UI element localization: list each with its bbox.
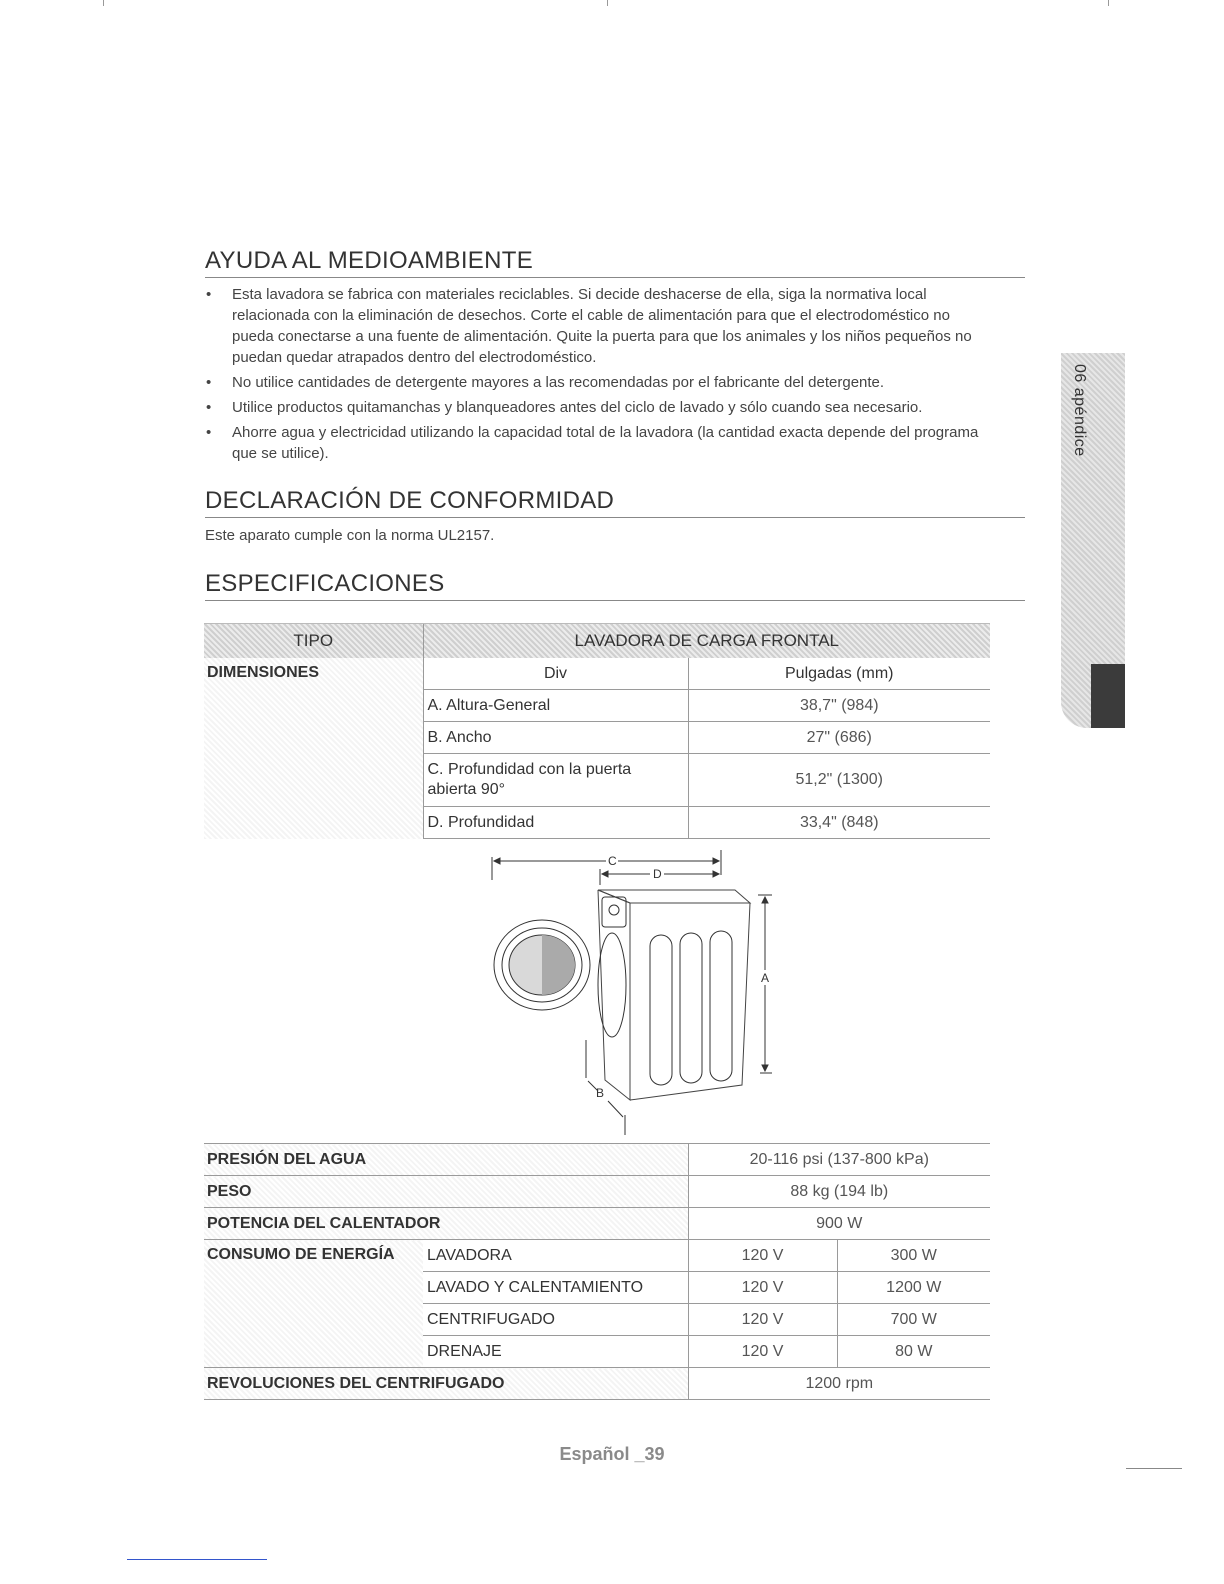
side-rib <box>680 933 702 1083</box>
dimension-value: 27" (686) <box>688 722 990 754</box>
energy-watt: 1200 W <box>837 1272 990 1304</box>
dimensions-col-units: Pulgadas (mm) <box>688 658 990 690</box>
water-pressure-label: PRESIÓN DEL AGUA <box>204 1144 688 1176</box>
dimension-value: 33,4" (848) <box>688 807 990 839</box>
energy-volt: 120 V <box>688 1336 837 1368</box>
specs-title: ESPECIFICACIONES <box>205 570 1025 601</box>
energy-watt: 700 W <box>837 1304 990 1336</box>
table-row <box>204 1144 990 1176</box>
washer-drum-opening <box>598 933 626 1037</box>
crop-mark <box>103 0 104 6</box>
door-glass-shade <box>542 935 575 995</box>
energy-mode: CENTRIFUGADO <box>423 1304 688 1336</box>
washer-front-panel <box>598 890 630 1100</box>
crop-mark <box>607 0 608 6</box>
decl-text: Este aparato cumple con la norma UL2157. <box>205 527 495 544</box>
dim-c-arrow-right <box>713 858 719 864</box>
heater-value: 900 W <box>688 1208 990 1240</box>
dimension-name-text: C. Profundidad con la puerta abierta 90° <box>427 761 632 798</box>
dimension-value: 51,2" (1300) <box>688 754 990 807</box>
washer-control-dial <box>609 905 619 915</box>
table-row <box>204 1176 990 1208</box>
dimension-name: D. Profundidad <box>423 807 688 839</box>
specs-header-row <box>204 624 990 659</box>
dim-c-arrow-left <box>494 858 500 864</box>
page-footer: Español _39 <box>559 1444 665 1464</box>
dimensions-col-div: Div <box>423 658 688 690</box>
env-bullet: • Esta lavadora se fabrica con materiales reciclables. Si decide deshacerse de ella, siga la normativa local relacionada con la eliminación de desechos. Corte el cable de alimentación para que el electrodoméstico no pueda conectarse a una fuente de alimentación. Quite la puerta para que los animales y los niños pequeños no puedan quedar atrapados dentro del electrodoméstico. <box>205 284 992 368</box>
energy-mode: LAVADORA <box>423 1240 688 1272</box>
dim-a-arrow-top <box>762 897 768 903</box>
energy-volt: 120 V <box>688 1272 837 1304</box>
energy-watt: 300 W <box>837 1240 990 1272</box>
chapter-side-label: 06 apéndice <box>1071 364 1088 457</box>
side-rib <box>650 935 672 1085</box>
energy-mode: LAVADO Y CALENTAMIENTO <box>423 1272 688 1304</box>
dimension-name <box>423 754 688 807</box>
env-bullet: • Utilice productos quitamanchas y blanqueadores antes del ciclo de lavado y sólo cuando sea necesario. <box>205 397 1035 418</box>
tipo-header: TIPO <box>204 624 423 659</box>
energy-label: CONSUMO DE ENERGÍA <box>204 1240 423 1368</box>
spin-value: 1200 rpm <box>688 1368 990 1400</box>
type-value-header: LAVADORA DE CARGA FRONTAL <box>423 624 990 659</box>
table-row <box>204 1208 990 1240</box>
dimension-value: 38,7" (984) <box>688 690 990 722</box>
dim-a-label: A <box>761 971 770 985</box>
dim-b-line-right <box>608 1101 623 1117</box>
env-title: AYUDA AL MEDIOAMBIENTE <box>205 247 1025 278</box>
dim-d-arrow-right <box>713 871 719 877</box>
dimensions-label: DIMENSIONES <box>204 658 423 839</box>
bottom-left-rule <box>127 1559 267 1560</box>
energy-watt: 80 W <box>837 1336 990 1368</box>
bottom-right-rule <box>1126 1468 1182 1469</box>
table-row <box>204 1368 990 1400</box>
dim-d-label: D <box>653 867 662 881</box>
side-rib <box>710 931 732 1081</box>
decl-title: DECLARACIÓN DE CONFORMIDAD <box>205 487 1025 518</box>
dim-a-arrow-bottom <box>762 1065 768 1071</box>
dimensions-table <box>204 623 990 839</box>
water-pressure-value: 20-116 psi (137-800 kPa) <box>688 1144 990 1176</box>
dim-b-label: B <box>596 1086 605 1100</box>
crop-mark <box>1108 0 1109 6</box>
washer-control-panel <box>602 897 626 927</box>
energy-mode: DRENAJE <box>423 1336 688 1368</box>
specs-table <box>204 1143 990 1400</box>
energy-volt: 120 V <box>688 1304 837 1336</box>
env-bullet: • Ahorre agua y electricidad utilizando la capacidad total de la lavadora (la cantidad exacta depende del programa que se utilice). <box>205 422 992 464</box>
table-row <box>204 1240 990 1272</box>
energy-volt: 120 V <box>688 1240 837 1272</box>
spin-label: REVOLUCIONES DEL CENTRIFUGADO <box>204 1368 688 1400</box>
dim-c-label: C <box>608 854 617 868</box>
weight-label: PESO <box>204 1176 688 1208</box>
dimension-name: A. Altura-General <box>423 690 688 722</box>
washer-dimension-diagram <box>480 845 780 1140</box>
env-bullet: • No utilice cantidades de detergente mayores a las recomendadas por el fabricante del detergente. <box>205 372 1035 393</box>
weight-value: 88 kg (194 lb) <box>688 1176 990 1208</box>
env-bullet-list <box>205 284 1035 464</box>
chapter-side-tab-marker <box>1091 664 1125 728</box>
dimension-name: B. Ancho <box>423 722 688 754</box>
heater-label: POTENCIA DEL CALENTADOR <box>204 1208 688 1240</box>
dim-d-arrow-left <box>602 871 608 877</box>
table-row <box>204 658 990 690</box>
